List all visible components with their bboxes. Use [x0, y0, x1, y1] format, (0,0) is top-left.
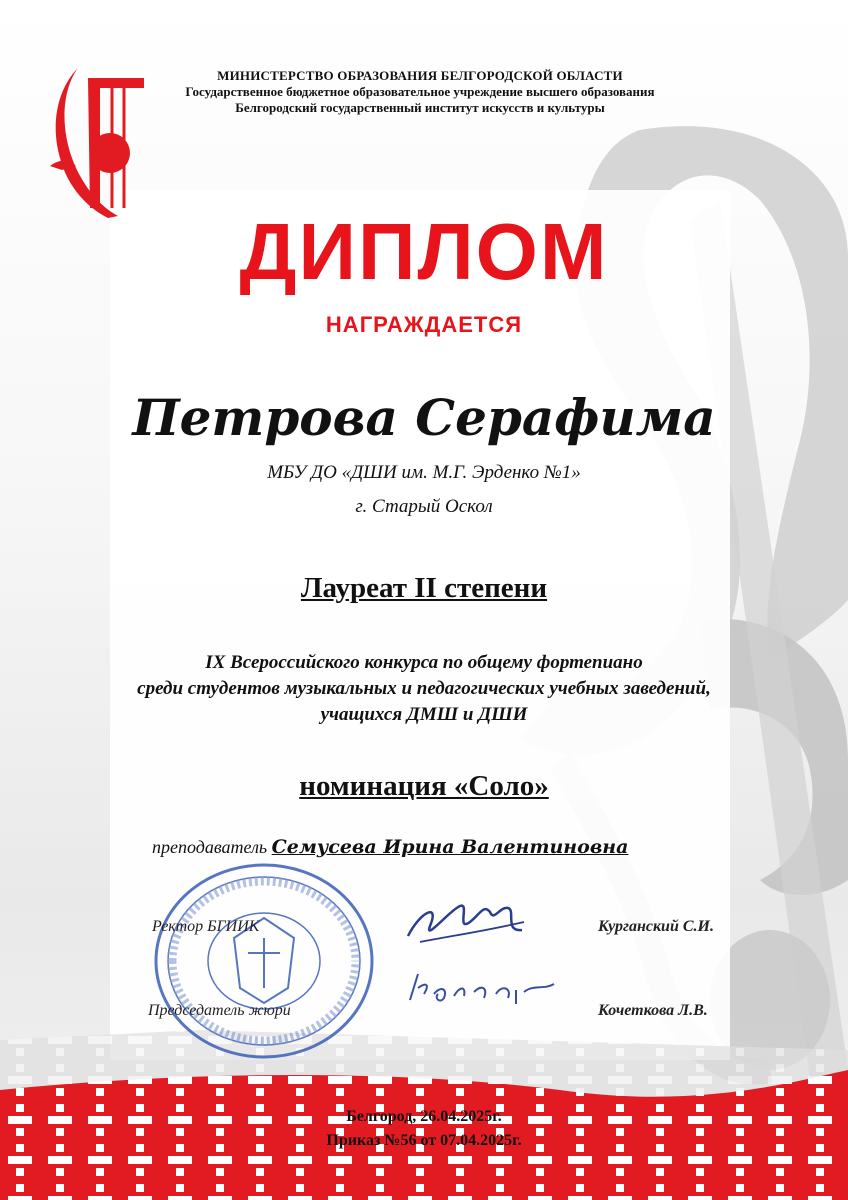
recipient-name: Петрова Серафима [132, 388, 716, 447]
order-number: Приказ №56 от 07.04.2025г. [326, 1132, 522, 1149]
recipient-city: г. Старый Оскол [355, 496, 493, 517]
contest-line-2: среди студентов музыкальных и педагогических учебных заведений, [137, 678, 711, 699]
contest-description [40, 650, 808, 728]
rector-role: Ректор БГИИК [152, 918, 260, 935]
recipient-school: МБУ ДО «ДШИ им. М.Г. Эрденко №1» [267, 462, 581, 483]
teacher-name: Семусева Ирина Валентиновна [271, 836, 629, 858]
official-seal-icon [148, 858, 380, 1064]
place-date: Белгород, 26.04.2025г. [346, 1108, 502, 1125]
contest-line-1: IX Всероссийского конкурса по общему фортепиано [205, 652, 643, 673]
jury-chair-signature-icon [404, 964, 564, 1018]
teacher-line [152, 836, 628, 858]
teacher-label: преподаватель [152, 837, 268, 857]
rector-name: Курганский С.И. [598, 918, 714, 935]
rector-signature-icon [400, 892, 530, 952]
institution-name-line: Белгородский государственный институт искусств и культуры [235, 100, 605, 115]
awarded-subtitle: НАГРАЖДАЕТСЯ [325, 312, 523, 337]
award-degree: Лауреат II степени [300, 572, 548, 604]
contest-line-3: учащихся ДМШ и ДШИ [320, 704, 528, 725]
diploma-title: ДИПЛОМ [239, 207, 609, 296]
ministry-line: МИНИСТЕРСТВО ОБРАЗОВАНИЯ БЕЛГОРОДСКОЙ ОБЛАСТИ [217, 68, 623, 83]
institution-type-line: Государственное бюджетное образовательное учреждение высшего образования [185, 84, 655, 99]
jury-chair-name: Кочеткова Л.В. [598, 1002, 708, 1019]
nomination: номинация «Соло» [299, 770, 549, 802]
institution-header [100, 68, 740, 116]
jury-chair-role: Председатель жюри [148, 1002, 291, 1019]
